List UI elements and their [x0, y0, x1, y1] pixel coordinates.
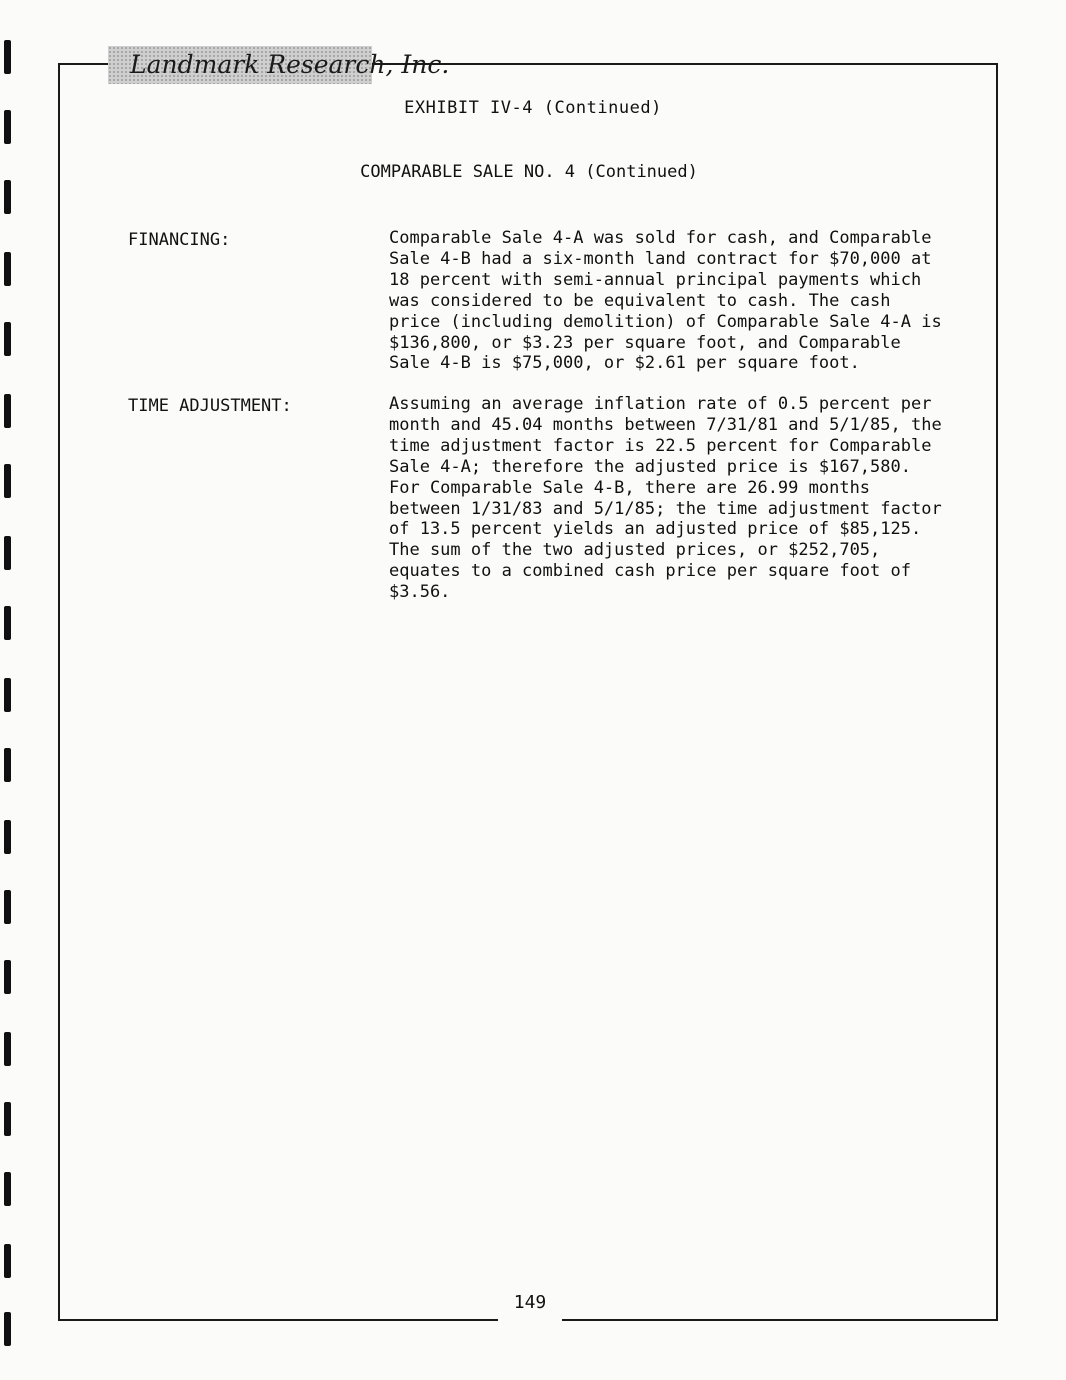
financing-text: Comparable Sale 4-A was sold for cash, and Comparable Sale 4-B had a six-month land contract for $70,000 at 18 percent with semi-annual principal payments which was considered to be equivalent to cash. The cash price (including demolition) of Comparable Sale 4-A is $136,800, or $3.23 per square foot, and Comparable Sale 4-B is $75,000, or $2.61 per square foot. — [389, 228, 942, 374]
binding-hole — [4, 464, 11, 498]
binding-hole — [4, 536, 11, 570]
binding-hole — [4, 322, 11, 356]
binding-hole — [4, 890, 11, 924]
binding-hole — [4, 252, 11, 286]
binding-hole — [4, 1312, 11, 1346]
binding-hole — [4, 180, 11, 214]
company-logo: Landmark Research, Inc. — [108, 46, 372, 84]
financing-label: FINANCING: — [128, 230, 231, 250]
binding-hole — [4, 606, 11, 640]
binding-hole — [4, 40, 11, 74]
binding-hole — [4, 1032, 11, 1066]
time-adjustment-label: TIME ADJUSTMENT: — [128, 396, 292, 416]
page-number: 149 — [513, 1292, 547, 1313]
time-adjustment-text: Assuming an average inflation rate of 0.5 percent per month and 45.04 months between 7/31/81 and 5/1/85, the time adjustment factor is 22.5 percent for Comparable Sale 4-A; therefore the adjusted price is $167,580. For Comparable Sale 4-B, there are 26.99 months between 1/31/83 and 5/1/85; the time adjustment factor of 13.5 percent yields an adjusted price of $85,125. The sum of the two adjusted prices, or $252,705, equates to a combined cash price per square foot of $3.56. — [389, 394, 942, 603]
exhibit-title: EXHIBIT IV-4 (Continued) — [404, 98, 662, 118]
binding-hole — [4, 748, 11, 782]
binding-hole — [4, 394, 11, 428]
binding-hole — [4, 820, 11, 854]
page-number-gap — [498, 1314, 562, 1328]
binding-hole — [4, 1102, 11, 1136]
binding-hole — [4, 1244, 11, 1278]
section-title: COMPARABLE SALE NO. 4 (Continued) — [360, 162, 698, 182]
binding-hole — [4, 1172, 11, 1206]
binding-hole — [4, 678, 11, 712]
binding-hole — [4, 960, 11, 994]
